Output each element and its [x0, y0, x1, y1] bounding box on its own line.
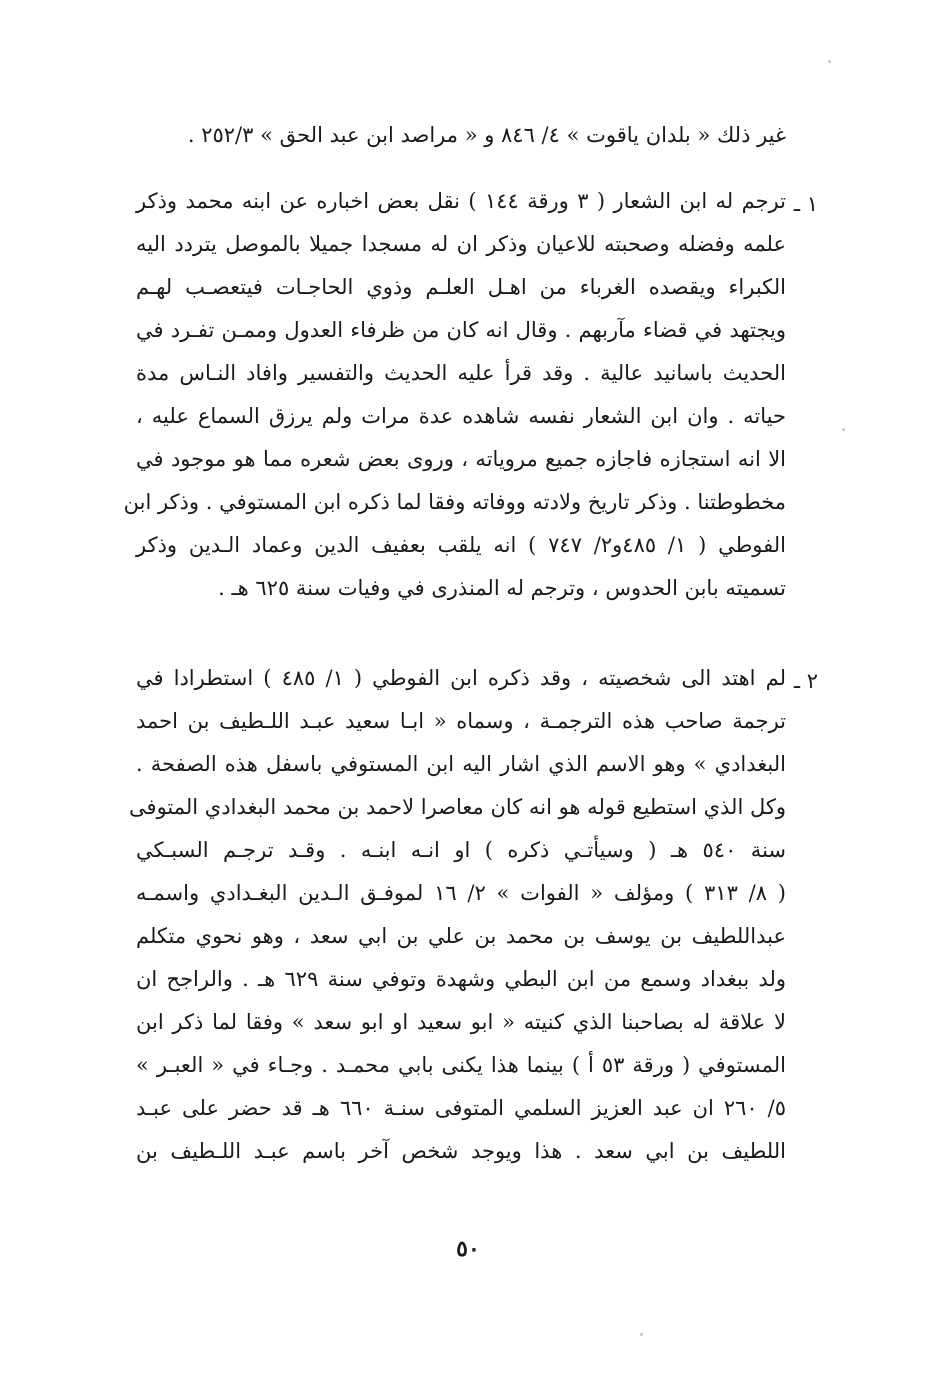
- footnote-line: ولد ببغداد وسمع من ابن البطي وشهدة وتوفي سنة ٦٢٩ هـ . والراجح ان: [136, 967, 786, 991]
- footnote-line: وكل الذي استطيع قوله هو انه كان معاصرا لاحمد بن محمد البغدادي المتوفى: [129, 795, 786, 819]
- scan-speck: [842, 428, 845, 431]
- footnote-line: علمه وفضله وصحبته للاعيان وذكر ان له مسجدا جميلا بالموصل يتردد اليه: [136, 232, 786, 256]
- scan-speck: [640, 1333, 643, 1336]
- footnote-number: ١ ـ: [793, 192, 818, 216]
- footnote-line: الكبراء ويقصده الغرباء من اهـل العلـم وذوي الحاجـات فيتعصـب لهـم: [136, 275, 786, 299]
- footnote-line: الفوطي ( ١/ ٤٨٥و٢/ ٧٤٧ ) انه يلقب بعفيف الدين وعماد الـدين وذكر: [136, 533, 786, 557]
- footnote-line: تسميته بابن الحدوس ، وترجم له المنذرى في وفيات سنة ٦٢٥ هـ .: [218, 576, 786, 600]
- page-number: ٥٠: [456, 1236, 480, 1262]
- footnote-line: المستوفي ( ورقة ٥٣ أ ) بينما هذا يكنى بابي محمـد . وجـاء في « العبـر »: [136, 1053, 786, 1077]
- footnote-line: عبداللطيف بن يوسف بن محمد بن علي بن ابي سعد ، وهو نحوي متكلم: [136, 924, 786, 948]
- footnote-line: سنة ٥٤٠ هـ ( وسيأتـي ذكره ) او انـه ابنـه . وقـد ترجـم السبـكي: [136, 838, 786, 862]
- footnote-line: حياته . وان ابن الشعار نفسه شاهده عدة مرات ولم يرزق السماع عليه ،: [136, 404, 786, 428]
- footnote-line: البغدادي » وهو الاسم الذي اشار اليه ابن المستوفي باسفل هذه الصفحة .: [136, 752, 786, 776]
- footnote-line: الحديث باسانيد عالية . وقد قرأ عليه الحديث والتفسير وافاد النـاس مدة: [136, 361, 786, 385]
- footnote-line: الا انه استجازه فاجازه جميع مروياته ، وروى بعض شعره مما هو موجود في: [136, 447, 787, 471]
- footnote-line: ترجم له ابن الشعار ( ٣ ورقة ١٤٤ ) نقل بعض اخباره عن ابنه محمد وذكر: [136, 189, 786, 213]
- footnote-line: لا علاقة له بصاحبنا الذي كنيته « ابو سعيد او ابو سعد » وفقا لما ذكر ابن: [136, 1010, 786, 1034]
- footnote-line: اللطيف بن ابي سعد . هذا ويوجد شخص آخر باسم عبـد اللـطيف بن: [136, 1139, 786, 1163]
- footnote-line: لم اهتد الى شخصيته ، وقد ذكره ابن الفوطي ( ١/ ٤٨٥ ) استطرادا في: [136, 666, 786, 690]
- footnote-line: ٥/ ٢٦٠ ان عبد العزيز السلمي المتوفى سنـة ٦٦٠ هـ قد حضر على عبـد: [136, 1096, 786, 1120]
- footnote-line: ترجمة صاحب هذه الترجمـة ، وسماه « ابـا سعيد عبـد اللـطيف بن احمد: [136, 709, 786, 733]
- footnote-line: مخطوطتنا . وذكر تاريخ ولادته ووفاته وفقا لما ذكره ابن المستوفي . وذكر ابن: [123, 490, 786, 514]
- scan-speck: [828, 60, 831, 63]
- footnote-line: ( ٨/ ٣١٣ ) ومؤلف « الفوات » ٢/ ١٦ لموفـق الـدين البغـدادي واسمـه: [136, 881, 786, 905]
- footnote-line: ويجتهد في قضاء مآربهم . وقال انه كان من ظرفاء العدول وممـن تفـرد في: [136, 318, 786, 342]
- footnote-number: ٢ ـ: [793, 669, 818, 693]
- continuation-line: غير ذلك « بلدان ياقوت » ٤/ ٨٤٦ و « مراصد ابن عبد الحق » ٢٥٢/٣ .: [187, 123, 786, 147]
